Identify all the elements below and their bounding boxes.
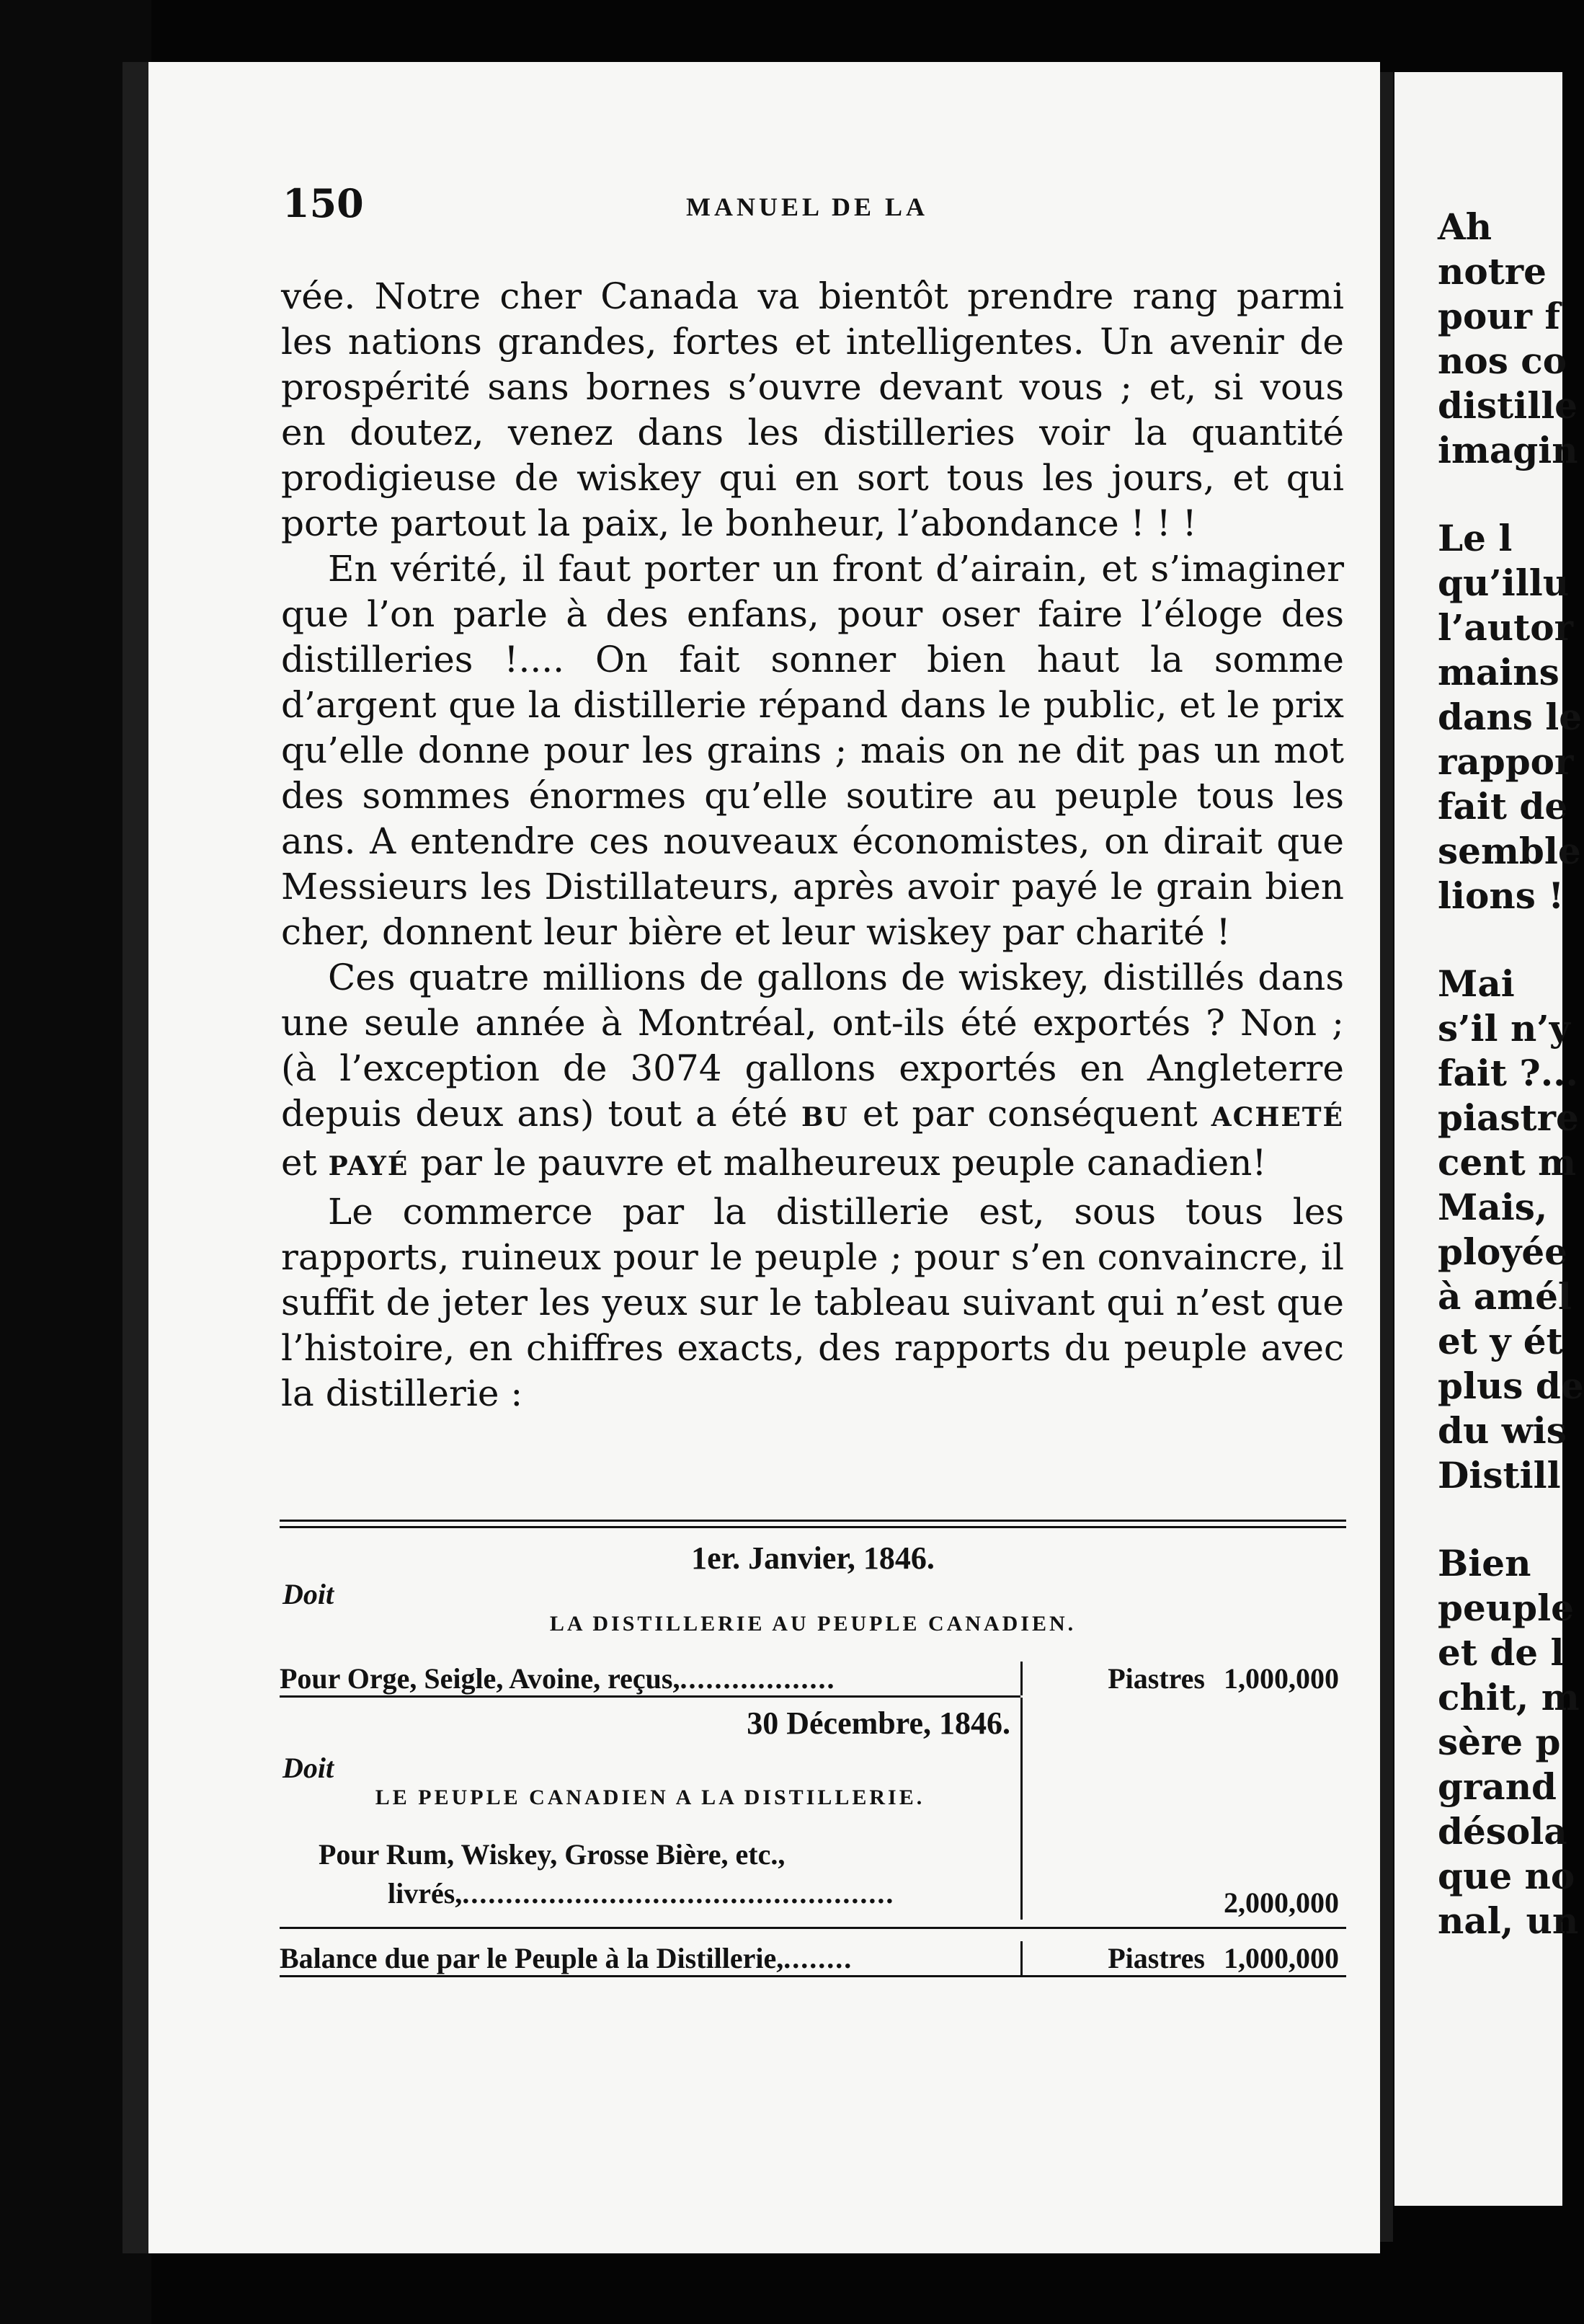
balance-text: Balance due par le Peuple à la Distillerie, [280,1942,784,1974]
facing-page-line: du wis [1438,1409,1567,1452]
paragraph-4: Le commerce par la distillerie est, sous tous les rapports, ruineux pour le peuple ; pour s’en convaincre, il suffit de jeter les yeux sur le tableau suivant qui n’est que l’histoire, en chiffres exacts, des rapports du peuple avec la distillerie : [281,1191,1344,1414]
ledger-balance [280,1929,1346,1975]
paragraph-3-part-c: et [281,1142,317,1184]
paragraph-3 [281,955,1344,1189]
ledger-doit-1: Doit [282,1578,334,1610]
facing-page-line: mains [1438,651,1559,693]
ledger-caption-2: LE PEUPLE CANADIEN A LA DISTILLERIE. [375,1786,925,1809]
facing-page-line: peuple [1438,1587,1574,1629]
ledger-section-2 [280,1698,1346,1920]
ledger-balance-label [280,1941,1020,1975]
page-header [282,180,1342,231]
paragraph-3-part-b: et par conséquent [862,1093,1198,1135]
entry-1-text: Pour Orge, Seigle, Avoine, reçus, [280,1662,680,1695]
emphasis-paye: PAYÉ [328,1151,409,1181]
paragraph-1: vée. Notre cher Canada va bientôt prendre rang parmi les nations grandes, fortes et intelligentes. Un avenir de prospérité sans bornes s’ouvre devant vous ; et, si vous en doutez, venez dans les distilleries voir la quantité prodigieuse de wiskey qui en sort tous les jours, et qui porte partout la paix, le bonheur, l’abondance ! ! ! [281,275,1344,544]
facing-page-line: nos co [1438,340,1567,382]
facing-page-line: ployée [1438,1230,1567,1273]
paragraph-2: En vérité, il faut porter un front d’airain, et s’imaginer que l’on parle à des enfans, pour oser faire l’éloge des distilleries !.... On fait sonner bien haut la somme d’argent que la distillerie répand dans le public, et le prix qu’elle donne pour les grains ; mais on ne dit pas un mot des sommes énormes qu’elle soutire au peuple tous les ans. A entendre ces nouveaux économistes, on dirait que Messieurs les Distillateurs, après avoir payé le grain bien cher, donnent leur bière et leur wiskey par charité ! [281,548,1344,953]
ledger-entry-2-line-1: Pour Rum, Wiskey, Grosse Bière, etc., [319,1838,786,1871]
ledger-entry-1-label [280,1662,1020,1695]
facing-page-line: dans le [1438,696,1583,738]
ledger-date-1: 1er. Janvier, 1846. [691,1540,935,1576]
facing-page-line: piastre [1438,1096,1579,1139]
facing-page-line: semble [1438,830,1581,872]
facing-page-line: grand [1438,1765,1557,1808]
facing-page-line: fait ?... [1438,1052,1578,1094]
facing-page-line: à amél [1438,1275,1572,1318]
facing-page-line: chit, m [1438,1676,1580,1718]
facing-page-line: cent m [1438,1141,1577,1184]
facing-page-line: et de l [1438,1631,1565,1674]
ledger-entry-1 [280,1648,1346,1695]
facing-page-line: sère p [1438,1721,1561,1763]
balance-value: 1,000,000 [1224,1942,1339,1974]
ledger-section-2-left [280,1698,1020,1920]
ledger-date-2: 30 Décembre, 1846. [747,1706,1010,1741]
facing-page-line: plus de [1438,1365,1584,1407]
paragraph-3-part-a: Ces quatre millions de gallons de wiskey, distillés dans une seule année à Montréal, ont-ils été exportés ? Non ; (à l’exception de 3074 gallons exportés en Angleterre depuis deux ans) tout a été [281,957,1344,1135]
facing-page-line: que no [1438,1855,1575,1897]
facing-page-line: lions ! [1438,874,1565,917]
entry-2-value: 2,000,000 [1224,1886,1339,1919]
balance-currency: Piastres [1108,1942,1205,1974]
paragraph-3-part-d: par le pauvre et malheureux peuple canadien! [420,1142,1267,1184]
ledger-entry-2-amount [1020,1698,1346,1920]
facing-page-line: rappor [1438,740,1574,783]
facing-page-line: l’autor [1438,606,1573,649]
facing-page-line: imagin [1438,429,1578,471]
facing-page-line: distille [1438,384,1578,427]
facing-page-line: Mai [1438,962,1515,1005]
facing-page-line: fait de [1438,785,1568,828]
ledger-entry-2-line-2 [280,1876,1020,1920]
balance-dots: ........ [783,1942,853,1974]
facing-page-line: pour f [1438,295,1560,337]
facing-page-line: désola [1438,1810,1567,1853]
facing-page [1394,72,1584,2206]
ledger-doit-2: Doit [282,1752,334,1784]
emphasis-achete: ACHETÉ [1211,1102,1344,1132]
facing-page-line: s’il n’y [1438,1007,1570,1050]
facing-page-line: qu’illu [1438,562,1570,604]
body-text [281,274,1344,1416]
emphasis-bu: BU [801,1102,849,1132]
ledger-top-rule [280,1520,1346,1528]
running-head: MANUEL DE LA [686,192,929,221]
entry-2-dots: .................................................. [462,1877,895,1910]
ledger-entry-1-amount [1020,1662,1346,1695]
page-edge [1380,72,1393,2242]
entry-1-dots: .................. [680,1662,836,1695]
facing-page-line: nal, un [1438,1899,1579,1942]
facing-page-line: et y ét [1438,1320,1563,1362]
facing-page-line: Le l [1438,517,1513,559]
facing-page-line: Distill [1438,1454,1561,1496]
ledger-balance-amount [1020,1941,1346,1975]
page-number: 150 [282,180,364,226]
ledger-table [280,1520,1346,1977]
ledger-bottom-rule [280,1975,1346,1977]
facing-page-line: Ah [1438,205,1492,248]
entry-2-text: livrés, [388,1877,463,1910]
entry-1-currency: Piastres [1108,1662,1205,1695]
facing-page-line: Mais, [1438,1186,1548,1228]
entry-1-value: 1,000,000 [1224,1662,1339,1695]
facing-page-line: notre [1438,250,1547,293]
ledger-caption-1: LA DISTILLERIE AU PEUPLE CANADIEN. [549,1612,1077,1636]
facing-page-line: Bien [1438,1542,1531,1584]
